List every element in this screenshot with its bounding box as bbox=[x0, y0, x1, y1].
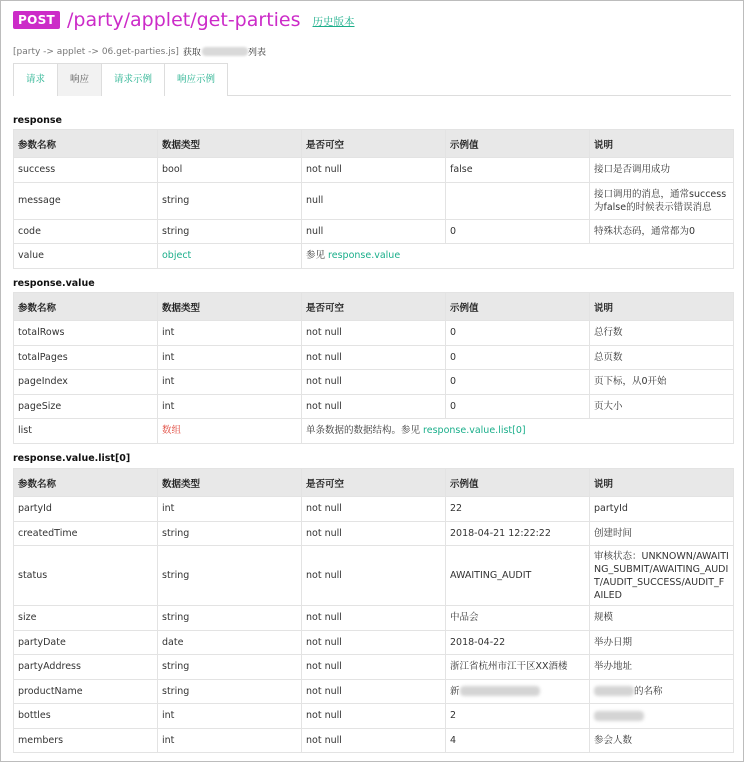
table-response bbox=[13, 129, 734, 269]
table-row bbox=[14, 394, 734, 419]
cell-desc: 举办日期 bbox=[590, 630, 734, 655]
section-title-response-value-list: response.value.list[0] bbox=[13, 453, 131, 464]
cell-nullable: not null bbox=[302, 370, 446, 395]
col-header-desc: 说明 bbox=[590, 469, 734, 497]
cell-example bbox=[446, 182, 590, 219]
cell-name: size bbox=[14, 606, 158, 631]
cell-ref bbox=[302, 244, 734, 269]
cell-nullable: not null bbox=[302, 497, 446, 522]
cell-name: success bbox=[14, 158, 158, 183]
table-row bbox=[14, 655, 734, 680]
cell-type-link[interactable]: object bbox=[158, 244, 302, 269]
breadcrumb-desc-suffix: 列表 bbox=[247, 48, 266, 58]
cell-example: 2018-04-22 bbox=[446, 630, 590, 655]
col-header-desc: 说明 bbox=[590, 130, 734, 158]
cell-desc: 规模 bbox=[590, 606, 734, 631]
cell-name: status bbox=[14, 546, 158, 606]
redacted-text bbox=[460, 686, 540, 696]
col-header-example: 示例值 bbox=[446, 293, 590, 321]
cell-name: code bbox=[14, 219, 158, 244]
cell-name: members bbox=[14, 728, 158, 753]
cell-nullable: not null bbox=[302, 655, 446, 680]
table-row bbox=[14, 521, 734, 546]
section-title-response: response bbox=[13, 115, 62, 126]
cell-desc: 创建时间 bbox=[590, 521, 734, 546]
cell-type: int bbox=[158, 394, 302, 419]
cell-name: partyAddress bbox=[14, 655, 158, 680]
example-text: 新 bbox=[450, 685, 460, 697]
cell-type: int bbox=[158, 321, 302, 346]
cell-example: 浙江省杭州市江干区XX酒楼 bbox=[446, 655, 590, 680]
cell-example: 2018-04-21 12:22:22 bbox=[446, 521, 590, 546]
cell-desc: 举办地址 bbox=[590, 655, 734, 680]
col-header-example: 示例值 bbox=[446, 130, 590, 158]
cell-type: int bbox=[158, 704, 302, 729]
cell-type: int bbox=[158, 370, 302, 395]
cell-nullable: not null bbox=[302, 606, 446, 631]
cell-type-array: 数组 bbox=[158, 419, 302, 444]
cell-nullable: null bbox=[302, 182, 446, 219]
cell-example: 0 bbox=[446, 219, 590, 244]
col-header-nullable: 是否可空 bbox=[302, 469, 446, 497]
cell-nullable: not null bbox=[302, 679, 446, 704]
col-header-name: 参数名称 bbox=[14, 293, 158, 321]
cell-example bbox=[446, 679, 590, 704]
redacted-text bbox=[594, 711, 644, 721]
cell-nullable: not null bbox=[302, 321, 446, 346]
col-header-nullable: 是否可空 bbox=[302, 293, 446, 321]
desc-text: 的名称 bbox=[634, 685, 663, 697]
col-header-name: 参数名称 bbox=[14, 130, 158, 158]
method-badge: POST bbox=[13, 11, 60, 29]
ref-link[interactable]: response.value bbox=[328, 250, 401, 262]
cell-type: string bbox=[158, 219, 302, 244]
cell-desc: partyId bbox=[590, 497, 734, 522]
table-row bbox=[14, 704, 734, 729]
table-row bbox=[14, 728, 734, 753]
section-title-response-value: response.value bbox=[13, 278, 95, 289]
cell-nullable: not null bbox=[302, 546, 446, 606]
table-row bbox=[14, 370, 734, 395]
cell-desc: 页大小 bbox=[590, 394, 734, 419]
api-path: /party/applet/get-parties bbox=[67, 9, 301, 31]
tab-request-example[interactable]: 请求示例 bbox=[101, 63, 165, 96]
tab-response[interactable]: 响应 bbox=[57, 63, 102, 96]
cell-desc: 页下标，从0开始 bbox=[590, 370, 734, 395]
cell-name: value bbox=[14, 244, 158, 269]
table-row bbox=[14, 345, 734, 370]
table-header-row bbox=[14, 293, 734, 321]
api-title bbox=[13, 9, 355, 31]
col-header-type: 数据类型 bbox=[158, 469, 302, 497]
cell-example: 4 bbox=[446, 728, 590, 753]
table-row bbox=[14, 630, 734, 655]
col-header-nullable: 是否可空 bbox=[302, 130, 446, 158]
cell-type: bool bbox=[158, 158, 302, 183]
tab-request[interactable]: 请求 bbox=[13, 63, 58, 96]
cell-example: 2 bbox=[446, 704, 590, 729]
cell-type: date bbox=[158, 630, 302, 655]
cell-name: productName bbox=[14, 679, 158, 704]
cell-desc: 特殊状态码，通常都为0 bbox=[590, 219, 734, 244]
table-row bbox=[14, 219, 734, 244]
cell-type: string bbox=[158, 182, 302, 219]
cell-name: partyId bbox=[14, 497, 158, 522]
ref-link[interactable]: response.value.list[0] bbox=[423, 425, 526, 437]
cell-type: string bbox=[158, 606, 302, 631]
cell-example: 中品会 bbox=[446, 606, 590, 631]
cell-nullable: not null bbox=[302, 630, 446, 655]
cell-name: totalRows bbox=[14, 321, 158, 346]
table-row bbox=[14, 679, 734, 704]
table-row bbox=[14, 244, 734, 269]
history-link[interactable]: 历史版本 bbox=[312, 16, 355, 28]
cell-name: message bbox=[14, 182, 158, 219]
table-row bbox=[14, 321, 734, 346]
cell-nullable: not null bbox=[302, 345, 446, 370]
table-row bbox=[14, 546, 734, 606]
table-row bbox=[14, 182, 734, 219]
table-response-value-list bbox=[13, 468, 734, 753]
cell-name: list bbox=[14, 419, 158, 444]
cell-name: pageIndex bbox=[14, 370, 158, 395]
breadcrumb-desc-prefix: 获取 bbox=[182, 48, 201, 58]
cell-nullable: not null bbox=[302, 521, 446, 546]
cell-desc: 接口调用的消息，通常success为false的时候表示错误消息 bbox=[590, 182, 734, 219]
tab-bar bbox=[13, 63, 731, 96]
cell-name: totalPages bbox=[14, 345, 158, 370]
cell-example: AWAITING_AUDIT bbox=[446, 546, 590, 606]
ref-prefix: 单条数据的数据结构。参见 bbox=[306, 425, 421, 437]
col-header-type: 数据类型 bbox=[158, 293, 302, 321]
cell-name: bottles bbox=[14, 704, 158, 729]
table-header-row bbox=[14, 130, 734, 158]
cell-type: string bbox=[158, 655, 302, 680]
table-row bbox=[14, 158, 734, 183]
cell-type: int bbox=[158, 497, 302, 522]
redacted-text bbox=[594, 686, 634, 696]
cell-desc: 参会人数 bbox=[590, 728, 734, 753]
ref-prefix: 参见 bbox=[306, 250, 326, 262]
col-header-example: 示例值 bbox=[446, 469, 590, 497]
redacted-text bbox=[202, 47, 248, 56]
cell-type: int bbox=[158, 728, 302, 753]
table-row bbox=[14, 419, 734, 444]
cell-nullable: not null bbox=[302, 158, 446, 183]
cell-name: partyDate bbox=[14, 630, 158, 655]
cell-nullable: null bbox=[302, 219, 446, 244]
cell-example: 0 bbox=[446, 321, 590, 346]
cell-nullable: not null bbox=[302, 394, 446, 419]
cell-desc bbox=[590, 704, 734, 729]
col-header-desc: 说明 bbox=[590, 293, 734, 321]
cell-example: false bbox=[446, 158, 590, 183]
breadcrumb-path: [party -> applet -> 06.get-parties.js] bbox=[13, 46, 179, 57]
col-header-name: 参数名称 bbox=[14, 469, 158, 497]
cell-ref bbox=[302, 419, 734, 444]
table-row bbox=[14, 606, 734, 631]
cell-nullable: not null bbox=[302, 704, 446, 729]
cell-type: int bbox=[158, 345, 302, 370]
cell-desc: 总页数 bbox=[590, 345, 734, 370]
cell-desc: 审核状态：UNKNOWN/AWAITING_SUBMIT/AWAITING_AUDIT/AUDIT_SUCCESS/AUDIT_FAILED bbox=[590, 546, 734, 606]
breadcrumb bbox=[13, 45, 266, 58]
cell-example: 0 bbox=[446, 370, 590, 395]
cell-type: string bbox=[158, 521, 302, 546]
cell-desc: 总行数 bbox=[590, 321, 734, 346]
tab-response-example[interactable]: 响应示例 bbox=[164, 63, 228, 96]
cell-example: 0 bbox=[446, 394, 590, 419]
cell-name: createdTime bbox=[14, 521, 158, 546]
cell-name: pageSize bbox=[14, 394, 158, 419]
cell-type: string bbox=[158, 679, 302, 704]
table-header-row bbox=[14, 469, 734, 497]
cell-type: string bbox=[158, 546, 302, 606]
cell-desc bbox=[590, 679, 734, 704]
cell-desc: 接口是否调用成功 bbox=[590, 158, 734, 183]
table-response-value bbox=[13, 292, 734, 444]
cell-nullable: not null bbox=[302, 728, 446, 753]
cell-example: 22 bbox=[446, 497, 590, 522]
col-header-type: 数据类型 bbox=[158, 130, 302, 158]
cell-example: 0 bbox=[446, 345, 590, 370]
table-row bbox=[14, 497, 734, 522]
